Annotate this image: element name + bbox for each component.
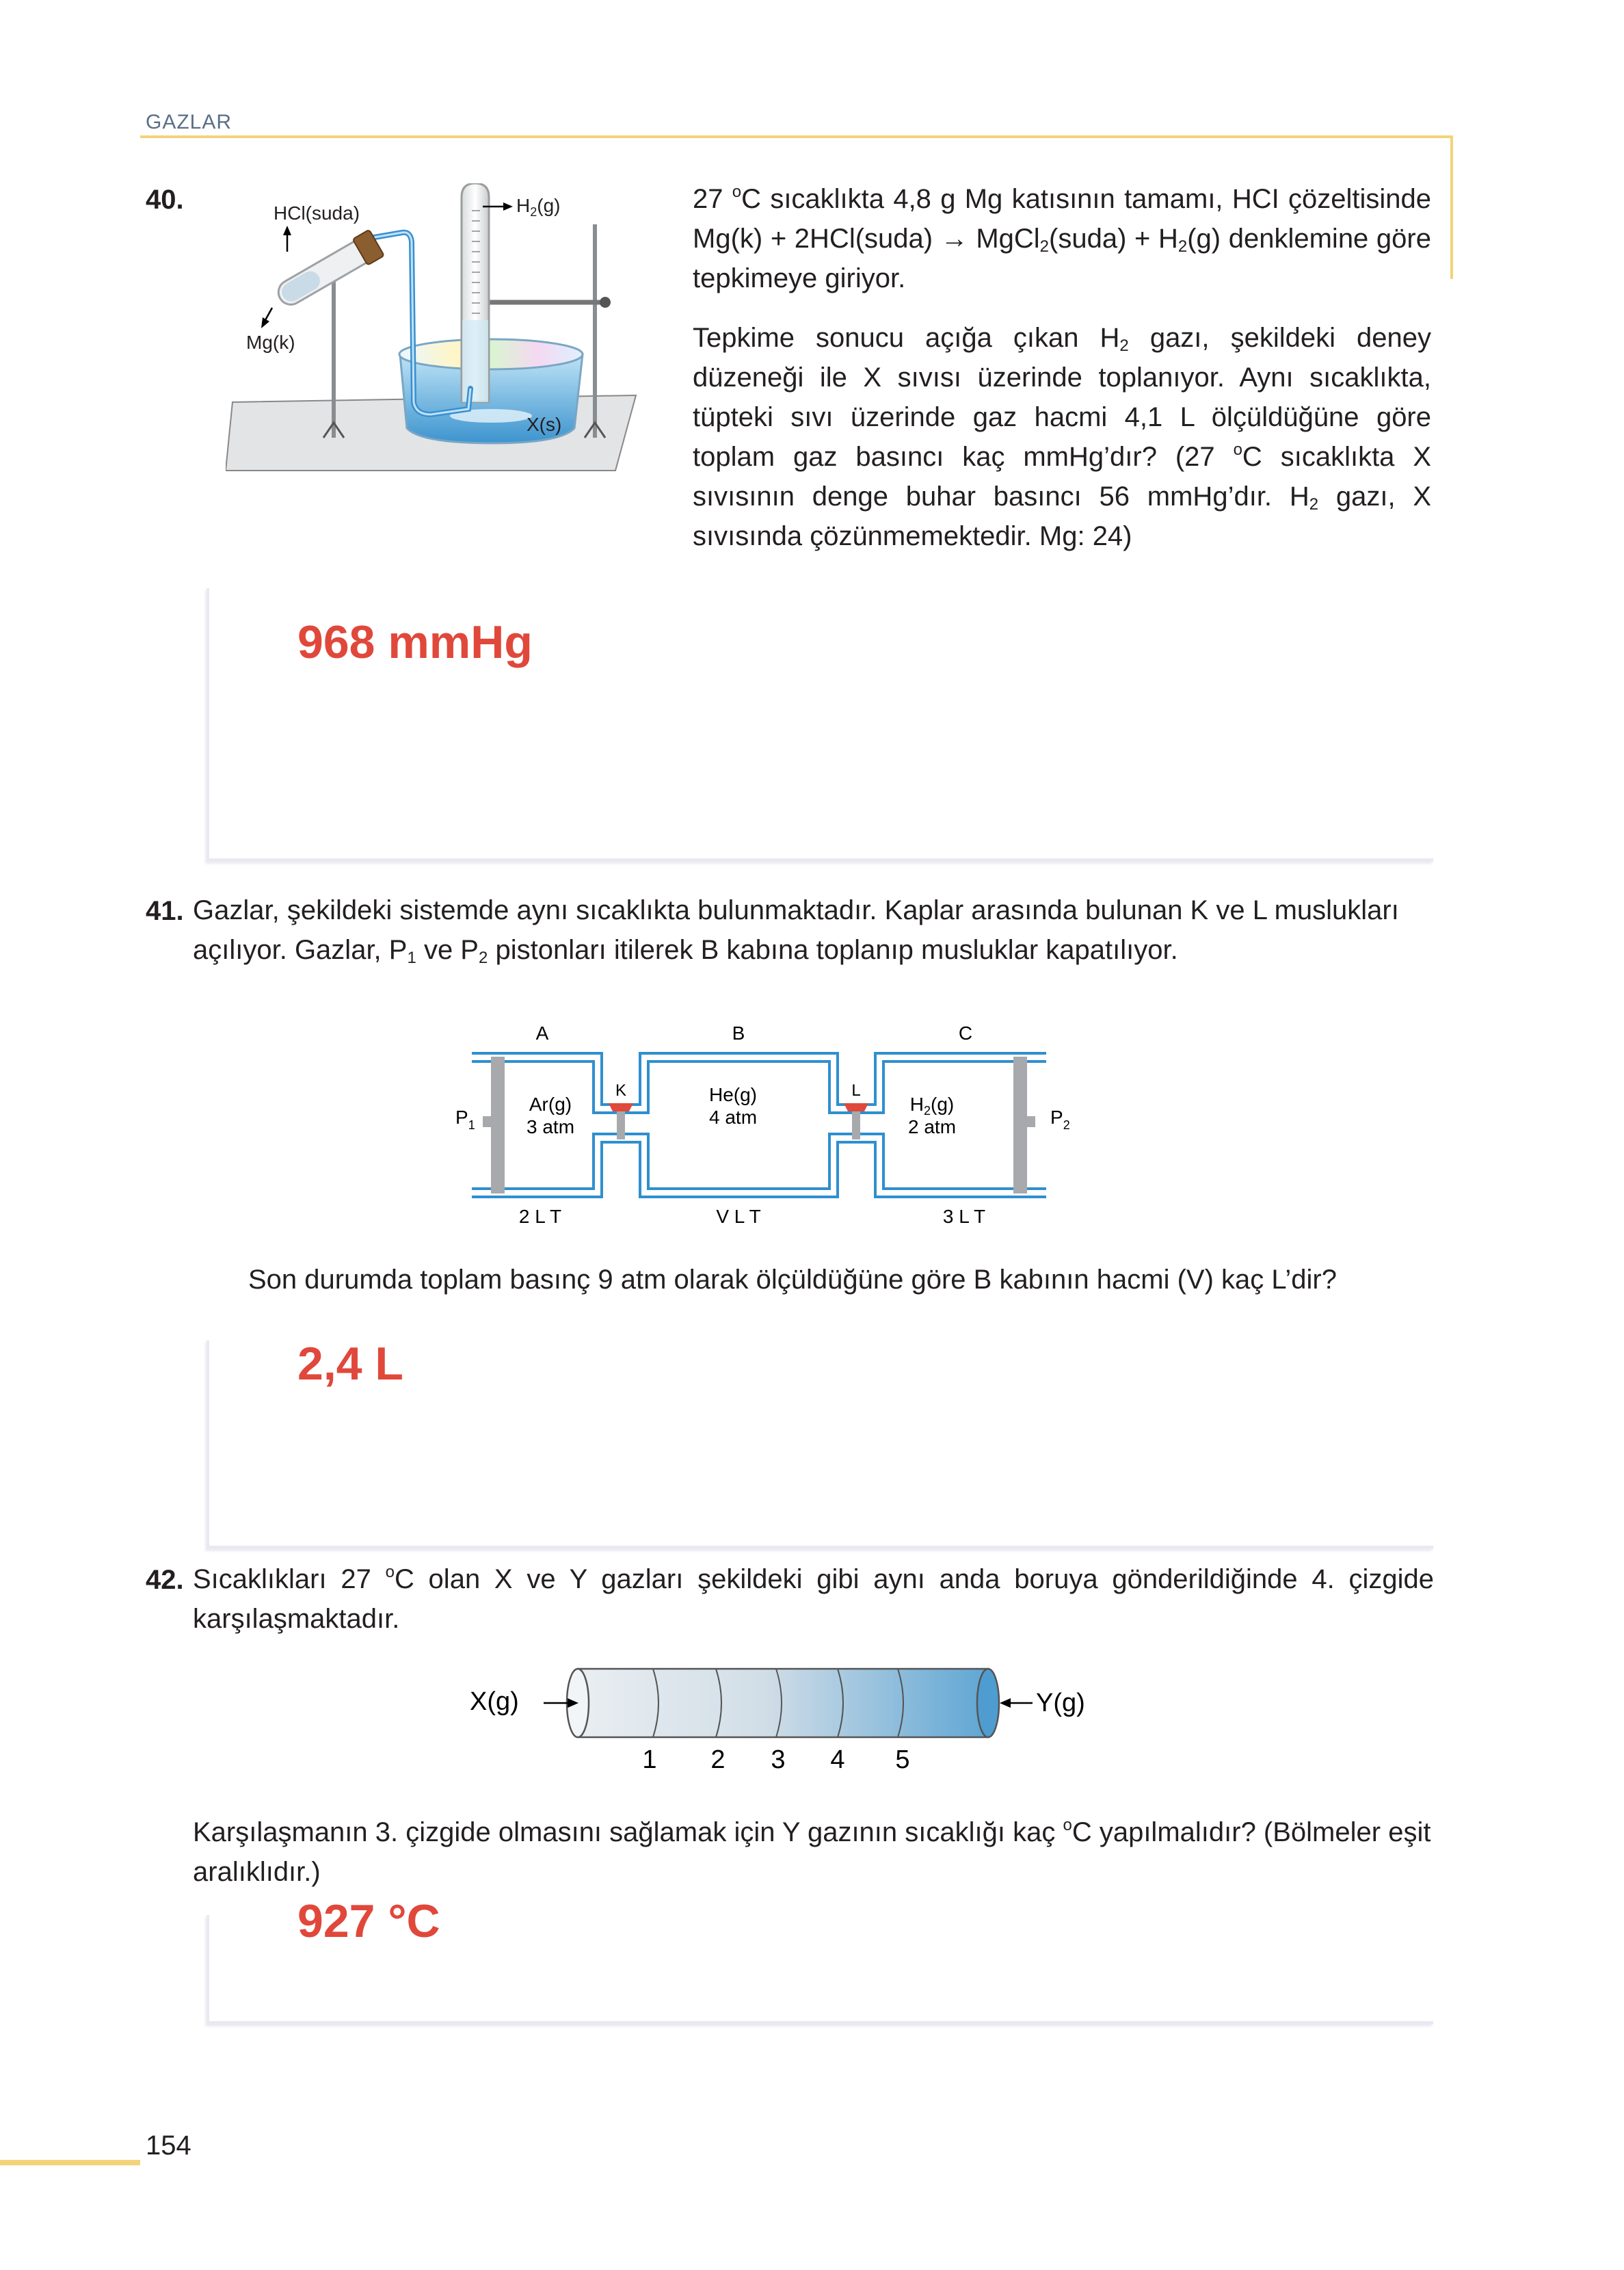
- volume-b: V L T: [716, 1206, 761, 1227]
- q40-answer: 968 mmHg: [297, 616, 533, 668]
- piston-1-label: $P_1$: [455, 1107, 475, 1132]
- q40-paragraph-1: 27 $^o$C sıcaklıkta 4,8 g Mg katısının tamamı, HCI çözeltisinde Mg(k) + 2HCl(suda) → MgCl$_2$(suda) + $H_2(g)$ denklemine göre tepkimeye giriyor.: [693, 183, 1431, 293]
- reaction-test-tube: [273, 230, 384, 312]
- q41-question: Son durumda toplam basınç 9 atm olarak ölçüldüğüne göre B kabının hacmi (V) kaç L’dir?: [248, 1265, 1337, 1295]
- diffusion-tube: [578, 1669, 988, 1737]
- piston-1: [491, 1057, 505, 1193]
- label-c: C: [958, 1022, 973, 1044]
- mark-4: 4: [830, 1745, 845, 1774]
- gas-a: Ar(g): [529, 1094, 572, 1115]
- piston-2: [1013, 1057, 1027, 1193]
- header-side-rule: [1450, 135, 1453, 279]
- label-x: X(g): [470, 1687, 519, 1716]
- question-41-number: 41.: [146, 896, 184, 926]
- mark-2: 2: [710, 1745, 726, 1774]
- label-h2: $H_2(g)$: [516, 195, 561, 219]
- label-a: A: [535, 1022, 549, 1044]
- label-b: B: [732, 1022, 745, 1044]
- q41-paragraph-1: Gazlar, şekildeki sistemde aynı sıcaklıkta bulunmaktadır. Kaplar arasında bulunan K ve L muslukları açılıyor. Gazlar, $P_1$ ve $P_2$ pistonları itilerek B kabına toplanıp musluklar kapatılıyor.: [193, 895, 1399, 967]
- volume-a: 2 L T: [518, 1206, 562, 1227]
- label-l: L: [851, 1081, 861, 1100]
- label-k: K: [615, 1081, 627, 1100]
- mark-5: 5: [895, 1745, 910, 1774]
- label-hcl: HCl(suda): [274, 202, 360, 224]
- q42-answer: 927 °C: [297, 1895, 440, 1947]
- q40-gas-collection-figure: [226, 183, 650, 477]
- page-number: 154: [146, 2130, 191, 2161]
- piston-2-label: $P_2$: [1050, 1107, 1070, 1132]
- q41-container-figure: [444, 1019, 1087, 1231]
- q42-tube-figure: [465, 1655, 1108, 1785]
- q42-paragraph-2: Karşılaşmanın 3. çizgide olmasını sağlamak için Y gazının sıcaklığı kaç $^o$C yapılmalıdır? (Bölmeler eşit aralıklıdır.): [193, 1816, 1431, 1887]
- q40-paragraph-2: Tepkime sonucu açığa çıkan $H_2$ gazı, şekildeki deney düzeneği ile X sıvısı üzerinde toplanıyor. Aynı sıcaklıkta, tüpteki sıvı üzerinde gaz hacmi 4,1 L ölçüldüğüne göre toplam gaz basıncı kaç mmHg’dır? (27 $^o$C sıcaklıkta X sıvısının denge buhar basıncı 56 mmHg’dır. $H_2$ gazı, X sıvısında çözünmemektedir. Mg: 24): [693, 323, 1432, 551]
- header-rule: [140, 135, 1453, 138]
- pressure-c: 2 atm: [907, 1116, 957, 1137]
- question-40-number: 40.: [146, 185, 184, 215]
- mark-3: 3: [771, 1745, 786, 1774]
- label-xs: X(s): [527, 414, 562, 435]
- pressure-b: 4 atm: [708, 1107, 758, 1128]
- q41-answer: 2,4 L: [297, 1338, 403, 1390]
- section-header: GAZLAR: [146, 111, 232, 133]
- mark-1: 1: [642, 1745, 657, 1774]
- gas-c: $H_2(g)$: [909, 1094, 955, 1118]
- pressure-a: 3 atm: [526, 1116, 575, 1137]
- label-mg: Mg(k): [246, 332, 295, 353]
- gas-b: He(g): [708, 1084, 758, 1105]
- volume-c: 3 L T: [942, 1206, 986, 1227]
- label-y: Y(g): [1036, 1689, 1085, 1717]
- question-42-number: 42.: [146, 1565, 184, 1595]
- footer-rule: [0, 2160, 140, 2165]
- q42-paragraph-1: Sıcaklıkları 27 $^o$C olan X ve Y gazları şekildeki gibi aynı anda boruya gönderildiğinde 4. çizgide karşılaşmaktadır.: [193, 1563, 1434, 1634]
